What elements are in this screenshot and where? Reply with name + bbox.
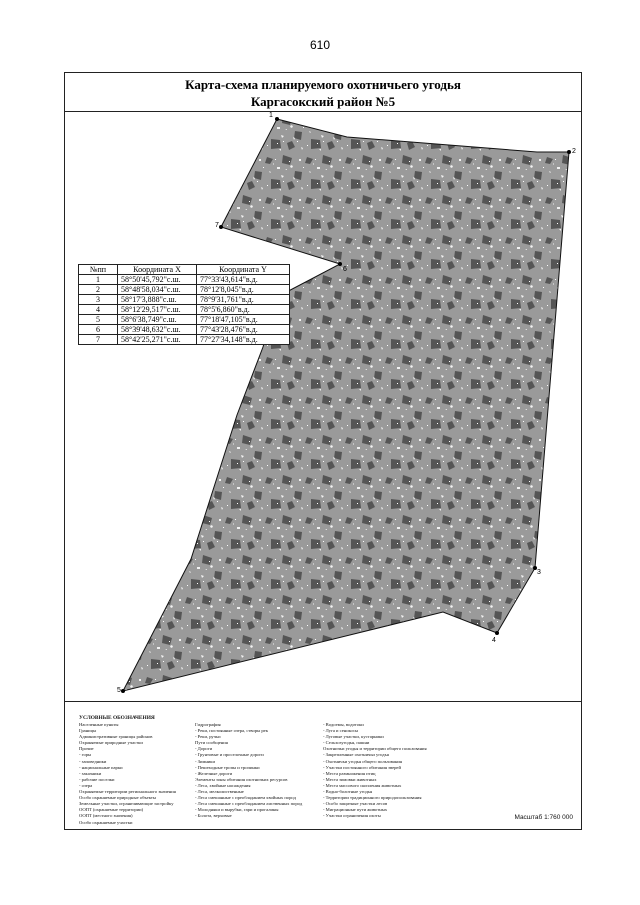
header-coord-y: Координата Y xyxy=(197,265,290,275)
point-label-3: 3 xyxy=(537,569,541,576)
legend-item: ООПТ (охраняемые территории) xyxy=(79,807,144,813)
legend-item: - Охотничьи угодья общего пользования xyxy=(323,758,402,764)
legend-item: Охраняемые природные участки xyxy=(79,740,143,746)
point-label-7: 7 xyxy=(215,222,219,229)
legend-item: - заказники xyxy=(79,770,102,776)
legend-title: УСЛОВНЫЕ ОБОЗНАЧЕНИЯ xyxy=(79,715,155,721)
legend-item: - Луговые участки, кустарники xyxy=(323,734,384,740)
point-label-6: 6 xyxy=(343,266,347,273)
cell-number: 6 xyxy=(79,325,118,335)
coordinates-table xyxy=(78,264,290,345)
legend-item: - Особо защитные участки лесов xyxy=(323,801,388,807)
territory-polygon xyxy=(123,119,569,691)
table-row xyxy=(79,295,290,305)
point-label-5: 5 xyxy=(117,687,121,694)
legend-item: - Места массового скопления животных xyxy=(323,782,402,788)
header-coord-x: Координата X xyxy=(118,265,197,275)
legend-item: Населенные пункты xyxy=(79,722,119,727)
map-title-line-1: Карта-схема планируемого охотничьего угодья xyxy=(185,77,461,92)
cell-coord-x: 58°17'3,888"с.ш. xyxy=(118,295,197,305)
cell-number: 1 xyxy=(79,275,118,285)
legend-item: - Молодняки и вырубки, гари и прогалины xyxy=(195,807,279,813)
map-sheet xyxy=(64,72,582,830)
legend-item: ООПТ (местного значения) xyxy=(79,813,133,819)
table-row xyxy=(79,325,290,335)
legend-item: - Закрепленные охотничьи угодья xyxy=(323,752,389,758)
legend-item: Прочие xyxy=(79,746,94,752)
cell-coord-x: 58°50'45,792"с.ш. xyxy=(118,275,197,285)
map-title-line-2: Каргасокский район №5 xyxy=(250,94,396,109)
legend-item: - Сельхозугодья, пашни xyxy=(323,740,370,746)
table-row xyxy=(79,285,290,295)
legend-item: Особо охраняемые участки xyxy=(79,819,133,825)
legend-item: - озера xyxy=(79,782,93,788)
legend-item: - национальные парки xyxy=(79,764,123,770)
legend-item: - Водоемы, водотоки xyxy=(323,722,364,727)
header-number: №пп xyxy=(79,265,118,275)
cell-coord-y: 77°33'43,614"в.д. xyxy=(197,275,290,285)
legend-item: - Леса, мелколиственные xyxy=(195,789,244,795)
cell-coord-x: 58°48'58,034"с.ш. xyxy=(118,285,197,295)
cell-number: 7 xyxy=(79,335,118,345)
map-scale: Масштаб 1:760 000 xyxy=(514,814,573,821)
legend-item: - Болота, верховые xyxy=(195,813,232,819)
boundary-point-5 xyxy=(121,689,125,693)
legend-item: Особо охраняемые природные объекты xyxy=(79,795,156,801)
legend-item: - Дороги xyxy=(195,746,213,752)
cell-number: 4 xyxy=(79,305,118,315)
legend-item: - Места зимовки животных xyxy=(323,776,377,782)
boundary-point-6 xyxy=(338,262,342,266)
cell-number: 2 xyxy=(79,285,118,295)
cell-coord-y: 77°43'28,476"в.д. xyxy=(197,325,290,335)
legend-item: - Железные дороги xyxy=(195,770,233,776)
point-label-1: 1 xyxy=(269,112,273,119)
cell-coord-x: 58°6'38,749"с.ш. xyxy=(118,315,197,325)
legend-item: - Леса смешанные с преобладанием лиственных пород xyxy=(195,801,303,807)
legend-column-3 xyxy=(323,722,573,820)
legend-item: - Зимники xyxy=(195,758,215,764)
legend-item: - Леса, хвойные насаждения xyxy=(195,782,251,788)
page-number: 610 xyxy=(309,38,331,52)
legend-item: - Реки, ручьи xyxy=(195,734,221,740)
legend-item: - заповедники xyxy=(79,758,107,764)
cell-coord-x: 58°12'29,517"с.ш. xyxy=(118,305,197,315)
legend-item: - рабочие поселки xyxy=(79,776,115,782)
boundary-point-4 xyxy=(495,631,499,635)
legend-item: Охраняемые территории регионального значения xyxy=(79,789,176,795)
boundary-point-7 xyxy=(219,225,223,229)
legend-item: Пути сообщения xyxy=(195,740,228,746)
legend-item: Гидрография xyxy=(195,722,221,727)
table-row xyxy=(79,315,290,325)
legend-item: - Участки ограничения охоты xyxy=(323,813,381,819)
legend-item: Охотничьи угодья и территории общего пользования xyxy=(323,746,427,752)
legend-item: Земельные участки, ограничивающие застройку xyxy=(79,801,174,807)
cell-coord-y: 78°12'8,045"в.д. xyxy=(197,285,290,295)
cell-coord-y: 78°9'31,761"в.д. xyxy=(197,295,290,305)
table-header-row xyxy=(79,265,290,275)
cell-number: 5 xyxy=(79,315,118,325)
boundary-point-2 xyxy=(567,150,571,154)
legend-item: - Водно-болотные угодья xyxy=(323,789,373,795)
legend-item: - Леса смешанные с преобладанием хвойных пород xyxy=(195,795,296,801)
legend-item: - горы xyxy=(79,752,92,758)
legend-item: Границы xyxy=(79,728,97,734)
map-legend xyxy=(65,701,581,830)
legend-item: - Участки постоянного обитания зверей xyxy=(323,764,401,770)
point-label-2: 2 xyxy=(572,148,576,155)
legend-item: - Миграционные пути животных xyxy=(323,807,388,813)
point-label-4: 4 xyxy=(492,637,496,644)
legend-item: - Реки, постоянные озера, створы рек xyxy=(195,728,268,734)
legend-item: - Луга и сенокосы xyxy=(323,728,359,734)
cell-coord-x: 58°42'25,271"с.ш. xyxy=(118,335,197,345)
cell-coord-y: 78°5'6,860"в.д. xyxy=(197,305,290,315)
legend-column-2 xyxy=(195,722,319,820)
table-row xyxy=(79,335,290,345)
legend-item: - Грунтовые и проселочные дороги xyxy=(195,752,264,758)
cell-coord-y: 77°27'34,148"в.д. xyxy=(197,335,290,345)
legend-item: Административные границы районов xyxy=(79,734,153,740)
cell-coord-x: 58°39'48,632"с.ш. xyxy=(118,325,197,335)
table-row xyxy=(79,305,290,315)
boundary-point-1 xyxy=(275,117,279,121)
territory-map xyxy=(65,73,581,701)
cell-coord-y: 77°18'47,105"в.д. xyxy=(197,315,290,325)
table-row xyxy=(79,275,290,285)
legend-item: Элементы зоны обитания охотничьих ресурсов xyxy=(195,776,288,782)
legend-item: - Места размножения птиц xyxy=(323,770,376,776)
legend-item: - Территории традиционного природопользования xyxy=(323,795,422,801)
legend-item: - Пешеходные тропы и тропинки xyxy=(195,764,260,770)
cell-number: 3 xyxy=(79,295,118,305)
legend-column-1 xyxy=(79,722,197,826)
